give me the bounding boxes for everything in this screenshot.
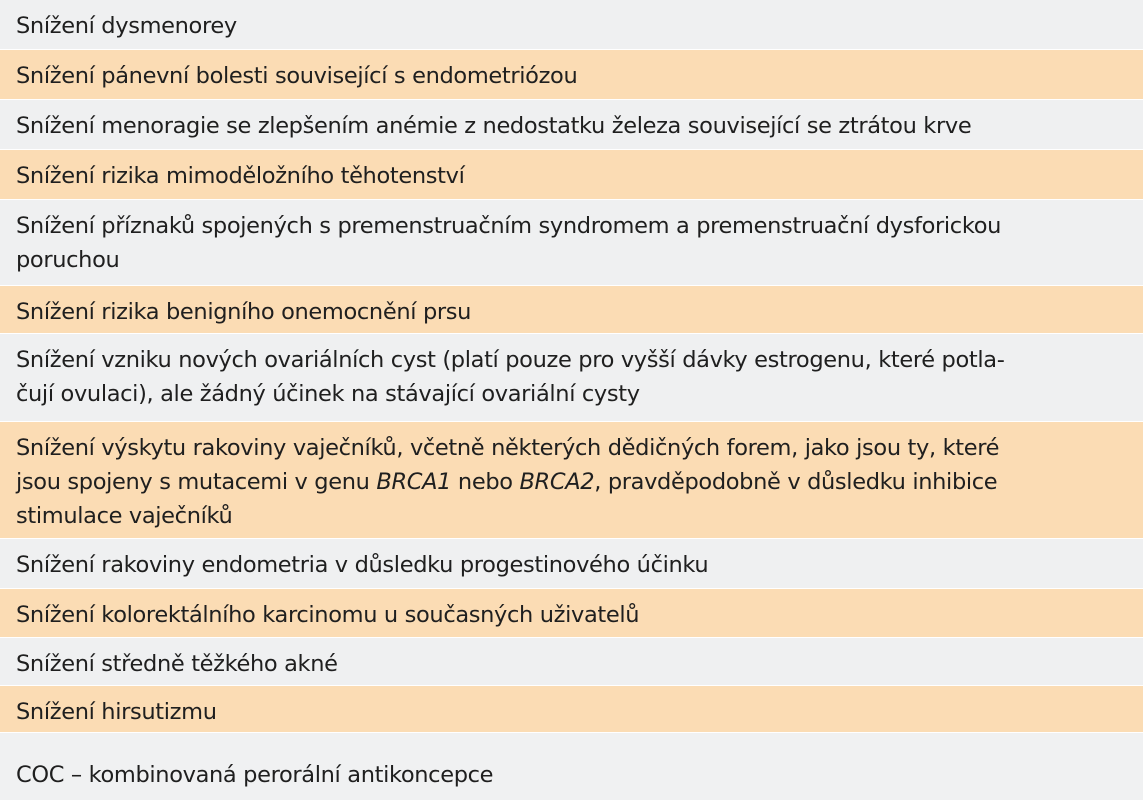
gene-name-brca1: BRCA1 <box>376 469 452 495</box>
table-row <box>0 638 1143 686</box>
row-text-continued <box>16 465 1127 499</box>
row-text: Snížení dysmenorey <box>16 13 237 39</box>
row-text: Snížení kolorektálního karcinomu u současných uživatelů <box>16 602 640 628</box>
row-text: Snížení rizika mimoděložního těhotenství <box>16 163 465 189</box>
row-text: Snížení vzniku nových ovariálních cyst (platí pouze pro vyšší dávky estrogenu, které potla- <box>16 347 1005 373</box>
table-row <box>0 686 1143 733</box>
row-text: Snížení menoragie se zlepšením anémie z nedostatku železa související se ztrátou krve <box>16 113 972 139</box>
row-text: Snížení příznaků spojených s premenstruačním syndromem a premenstruační dysforickou <box>16 213 1002 239</box>
row-text-part: , pravděpodobně v důsledku inhibice <box>594 469 998 495</box>
table-row <box>0 334 1143 422</box>
footnote-text: COC – kombinovaná perorální antikoncepce <box>16 762 494 788</box>
row-text-part: jsou spojeny s mutacemi v genu <box>16 469 377 495</box>
gene-name-brca2: BRCA2 <box>519 469 595 495</box>
row-text-continued: poruchou <box>16 247 120 273</box>
table-row <box>0 200 1143 286</box>
row-text: Snížení rizika benigního onemocnění prsu <box>16 299 472 325</box>
row-text-continued: čují ovulaci), ale žádný účinek na stávající ovariální cysty <box>16 381 640 407</box>
row-text-part: nebo <box>451 469 520 495</box>
row-text-continued: stimulace vaječníků <box>16 503 233 529</box>
row-text: Snížení hirsutizmu <box>16 699 217 725</box>
table-row <box>0 286 1143 334</box>
row-text: Snížení pánevní bolesti související s endometriózou <box>16 63 578 89</box>
table-row <box>0 0 1143 50</box>
table-row <box>0 539 1143 589</box>
footnote <box>0 733 1143 796</box>
row-text: Snížení výskytu rakoviny vaječníků, včetně některých dědičných forem, jako jsou ty, které <box>16 435 1000 461</box>
table-row <box>0 589 1143 638</box>
table-row <box>0 50 1143 100</box>
row-text: Snížení rakoviny endometria v důsledku progestinového účinku <box>16 552 709 578</box>
table-row <box>0 150 1143 200</box>
row-text: Snížení středně těžkého akné <box>16 651 338 677</box>
table-row <box>0 422 1143 539</box>
table-row <box>0 100 1143 150</box>
